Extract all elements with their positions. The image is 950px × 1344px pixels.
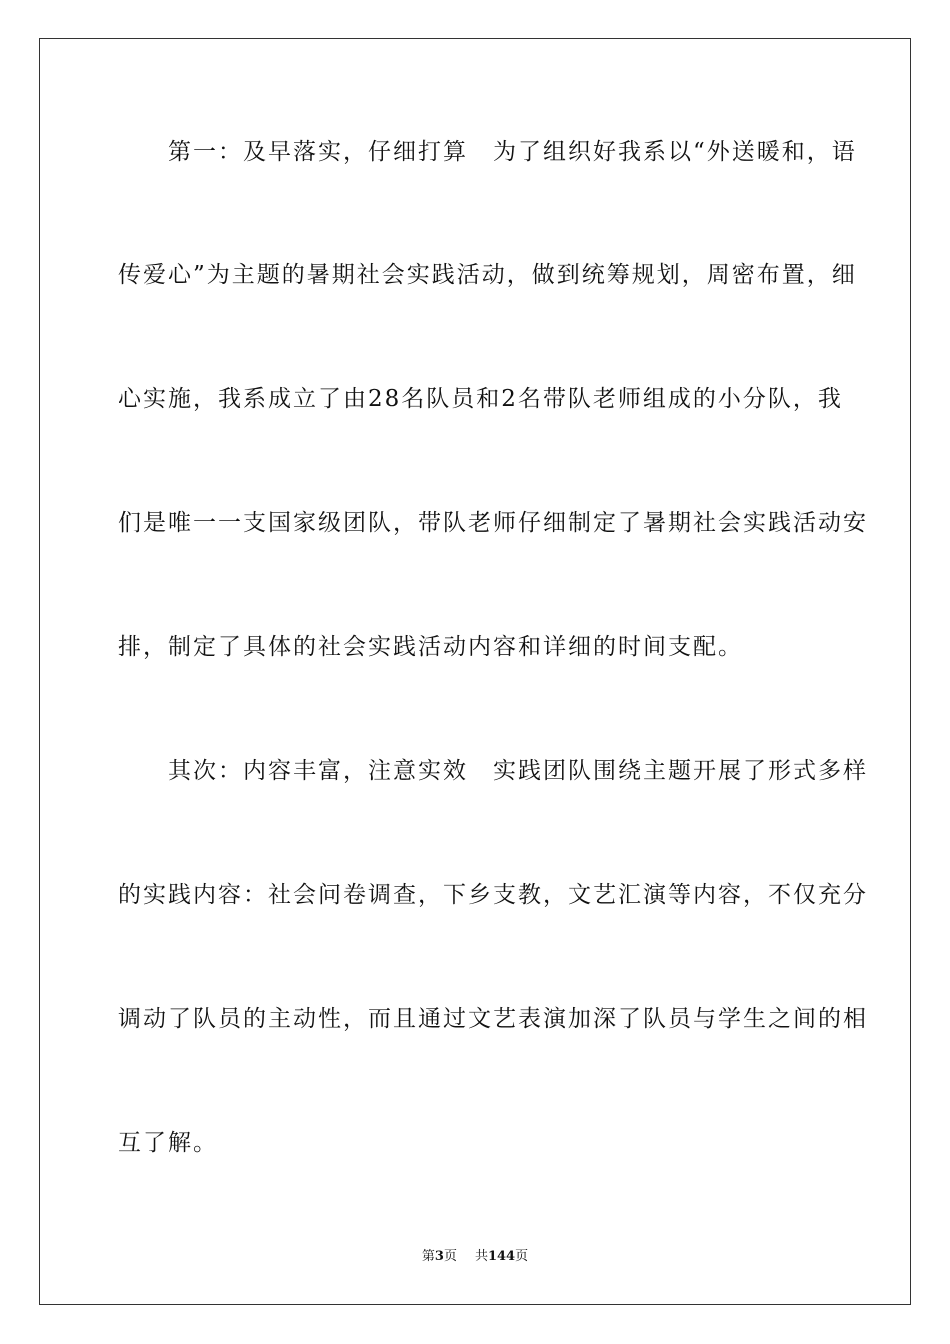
total-prefix: 共 bbox=[474, 1249, 488, 1264]
page-prefix: 第 bbox=[421, 1249, 435, 1264]
body-text-line: 传爱心”为主题的暑期社会实践活动，做到统筹规划，周密布置，细 bbox=[118, 262, 857, 288]
total-pages: 144 bbox=[487, 1249, 516, 1264]
page-number: 3 bbox=[434, 1249, 444, 1264]
body-text-line: 其次：内容丰富，注意实效 实践团队围绕主题开展了形式多样 bbox=[118, 758, 868, 784]
page-footer bbox=[0, 1248, 950, 1266]
page-border bbox=[39, 38, 911, 1305]
body-text-line: 心实施，我系成立了由28名队员和2名带队老师组成的小分队，我 bbox=[118, 386, 843, 412]
total-suffix: 页 bbox=[515, 1249, 529, 1264]
body-text-line: 互了解。 bbox=[118, 1130, 218, 1156]
body-text-line: 们是唯一一支国家级团队，带队老师仔细制定了暑期社会实践活动安 bbox=[118, 510, 868, 536]
body-text-line: 排，制定了具体的社会实践活动内容和详细的时间支配。 bbox=[118, 634, 743, 660]
page-suffix: 页 bbox=[443, 1249, 457, 1264]
body-text-line: 调动了队员的主动性，而且通过文艺表演加深了队员与学生之间的相 bbox=[118, 1006, 868, 1032]
body-text-line: 的实践内容：社会问卷调查，下乡支教，文艺汇演等内容，不仅充分 bbox=[118, 882, 868, 908]
body-text-line: 第一：及早落实，仔细打算 为了组织好我系以“外送暖和，语 bbox=[118, 139, 857, 165]
